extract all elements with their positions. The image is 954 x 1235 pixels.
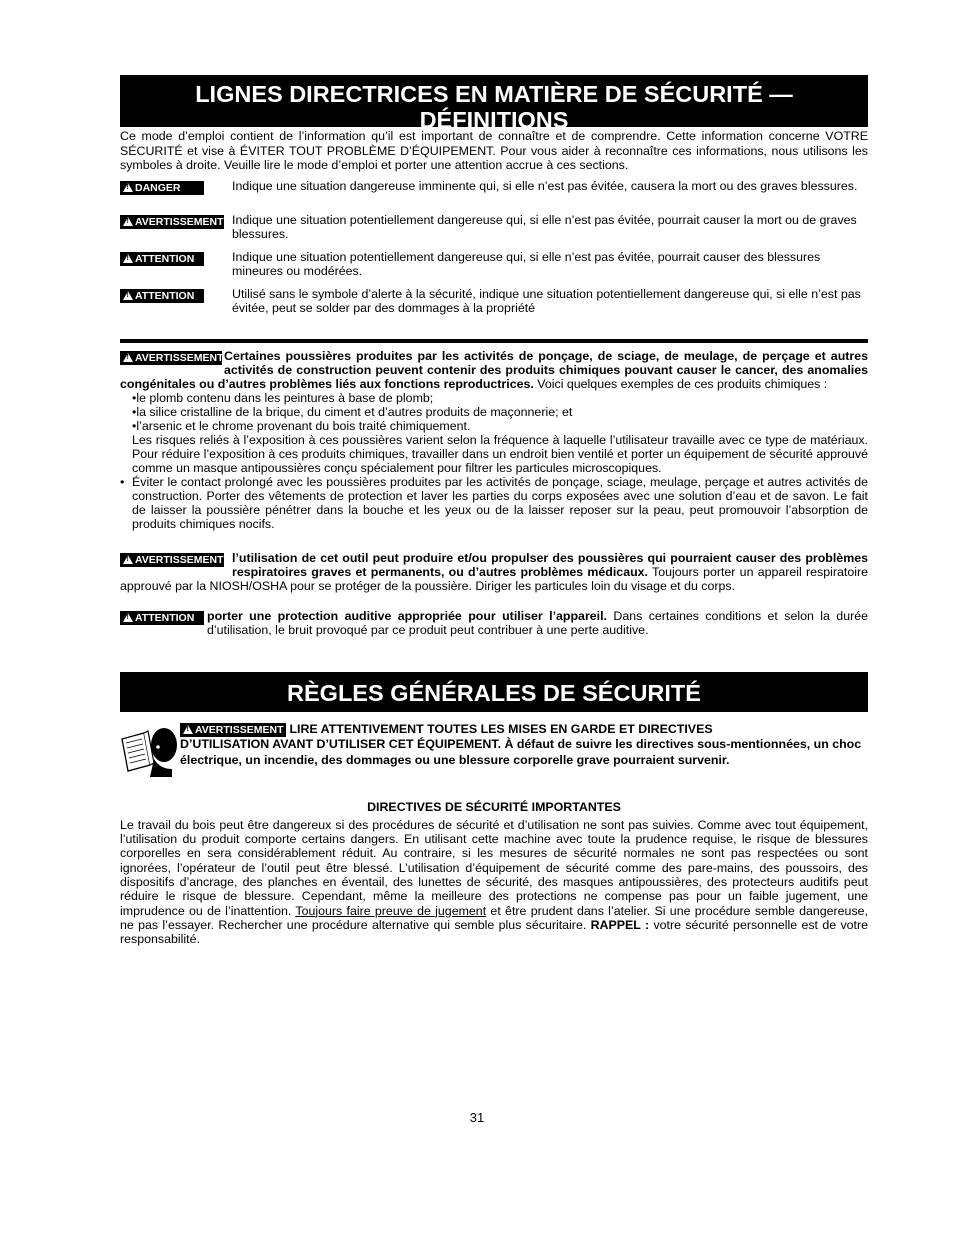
- read-warning-text: !AVERTISSEMENT LIRE ATTENTIVEMENT TOUTES LES MISES EN GARDE ET DIRECTIVES D’UTILISATION AVANT D’UTILISER CET ÉQUIPEMENT. À défaut de suivre les directives sous-mentionnées, un choc électrique, un incendie, des dommages ou une blessure corporelle grave pourraient survenir.: [180, 722, 868, 769]
- tool-warning-bold: l’utilisation de cet outil peut produire et/ou propulser des poussières qui pourraient causer des problèmes respiratoires graves et permanents, ou d’autres problèmes médicaux.: [232, 550, 868, 579]
- page: [120, 75, 868, 946]
- avertissement-badge: !AVERTISSEMENT: [120, 351, 222, 365]
- hearing-warning-text: Dans certaines conditions et selon la durée d’utilisation, le bruit provoqué par ce produit peut contribuer à une perte auditive.: [207, 608, 868, 637]
- attention-badge: !ATTENTION: [120, 611, 204, 625]
- avertissement-badge: !AVERTISSEMENT: [120, 553, 224, 567]
- warning-triangle-icon: [183, 725, 193, 734]
- divider-rule: [120, 339, 868, 343]
- tool-dust-warning: [120, 551, 868, 593]
- avertissement-badge: !AVERTISSEMENT: [180, 723, 286, 737]
- manual-reader-icon: [120, 725, 178, 777]
- definition-attention: [120, 250, 868, 287]
- warning-triangle-icon: [123, 291, 133, 300]
- attention-badge: !ATTENTION: [120, 252, 204, 266]
- warning-triangle-icon: [123, 183, 133, 192]
- section-title-general-rules: RÈGLES GÉNÉRALES DE SÉCURITÉ: [120, 672, 868, 712]
- warning-triangle-icon: [123, 254, 133, 263]
- danger-badge: !DANGER: [120, 181, 204, 195]
- warning-triangle-icon: [123, 613, 133, 622]
- definition-text: Indique une situation potentiellement dangereuse qui, si elle n’est pas évitée, pourrait causer la mort ou de graves blessures.: [232, 212, 857, 241]
- definition-avertissement: [120, 213, 868, 250]
- dust-warning: [120, 349, 868, 531]
- definition-text: Indique une situation dangereuse imminente qui, si elle n’est pas évitée, causera la mort ou des graves blessures.: [232, 178, 858, 193]
- avertissement-badge: !AVERTISSEMENT: [120, 215, 224, 229]
- dust-warning-text: Voici quelques exemples de ces produits chimiques :: [533, 376, 828, 391]
- list-item: •l’arsenic et le chrome provenant du bois traité chimiquement.: [132, 418, 471, 433]
- read-instructions-warning: [120, 722, 868, 792]
- general-safety-paragraph: Le travail du bois peut être dangereux si des procédures de sécurité et d’utilisation ne sont pas suivies. Comme avec tout équipement, l’utilisation du produit comporte certains dangers. En utilisant cette machine avec toute la prudence requise, le risque de blessures corporelles en sera considérablement réduit. Au contraire, si les mesures de sécurité normales ne sont pas respectées ou sont ignorées, l’opérateur de l’outil peut être blessé. L’utilisation d’équipement de sécurité comme des pare-mains, des poussoirs, des dispositifs d’ancrage, des planches en éventail, des lunettes de sécurité, des masques antipoussières, des protecteurs auditifs peut réduire le risque de blessure. Cependant, même la meilleure des protections ne compense pas pour un faible jugement, une imprudence ou de l’inattention. Toujours faire preuve de jugement et être prudent dans l’atelier. Si une procédure semble dangereuse, ne pas l’essayer. Rechercher une procédure alternative qui semble plus sécuritaire. RAPPEL : votre sécurité personnelle est de votre responsabilité.: [120, 817, 868, 947]
- warning-triangle-icon: [123, 217, 133, 226]
- warning-triangle-icon: [123, 555, 133, 564]
- dust-warning-lead: [120, 349, 868, 391]
- definition-text: Indique une situation potentiellement dangereuse qui, si elle n’est pas évitée, pourrait causer des blessures mineures ou modérées.: [232, 249, 821, 278]
- dust-warning-bold: Certaines poussières produites par les activités de ponçage, de sciage, de meulage, de perçage et autres activités de construction peuvent contenir des produits chimiques pouvant causer le cancer, des anomalies congénitales ou d’autres problèmes liés aux fonctions reproductrices.: [120, 348, 868, 391]
- dust-avoid-paragraph: • Éviter le contact prolongé avec les poussières produites par les activités de ponçage, sciage, meulage, perçage et autres activités de construction. Porter des vêtements de protection et laver les parties du corps exposées avec une solution d’eau et de savon. Le fait de laisser la poussière pénétrer dans la bouche et les yeux ou de la laisser reposer sur la peau, peut promouvoir l’absorption de produits chimiques nocifs.: [120, 474, 868, 531]
- tool-warning-text: Toujours porter un appareil respiratoire approuvé par la NIOSH/OSHA pour se protéger de la poussière. Diriger les particules loin du visage et du corps.: [120, 564, 868, 593]
- definition-attention-property: [120, 287, 868, 333]
- intro-paragraph: Ce mode d’emploi contient de l’information qu’il est important de connaître et de comprendre. Cette information concerne VOTRE SÉCURITÉ et vise à ÉVITER TOUT PROBLÈME D’ÉQUIPEMENT. Pour vous aider à reconnaître ces informations, nous utilisons les symboles à droite. Veuille lire le mode d’emploi et porter une attention accrue à ces sections.: [120, 129, 868, 173]
- definition-danger: [120, 179, 868, 213]
- section-title-definitions: LIGNES DIRECTRICES EN MATIÈRE DE SÉCURITÉ — DÉFINITIONS: [120, 75, 868, 127]
- hearing-warning-bold: porter une protection auditive appropriée pour utiliser l’appareil.: [207, 608, 607, 623]
- list-item: •le plomb contenu dans les peintures à base de plomb;: [132, 390, 434, 405]
- page-number: 31: [469, 1110, 485, 1125]
- section-subheading: DIRECTIVES DE SÉCURITÉ IMPORTANTES: [367, 799, 621, 814]
- warning-triangle-icon: [123, 353, 133, 362]
- rappel-label: RAPPEL :: [590, 917, 650, 932]
- hearing-attention: [120, 609, 868, 637]
- definition-text: Utilisé sans le symbole d’alerte à la sécurité, indique une situation potentiellement dangereuse qui, si elle n’est pas évitée, peut se solder par des dommages à la propriété: [232, 286, 861, 315]
- attention-badge: !ATTENTION: [120, 289, 204, 303]
- list-item: •la silice cristalline de la brique, du ciment et d’autres produits de maçonnerie; et: [132, 404, 573, 419]
- underlined-phrase: Toujours faire preuve de jugement: [295, 903, 487, 918]
- dust-risk-paragraph: Les risques reliés à l’exposition à ces poussières varient selon la fréquence à laquelle l’utilisateur travaille avec ce type de matériaux. Pour réduire l’exposition à ces produits chimiques, travailler dans un endroit bien ventilé et porter un équipement de sécurité approuvé comme un masque antipoussières conçu spécialement pour filtrer les particules microscopiques.: [132, 432, 868, 475]
